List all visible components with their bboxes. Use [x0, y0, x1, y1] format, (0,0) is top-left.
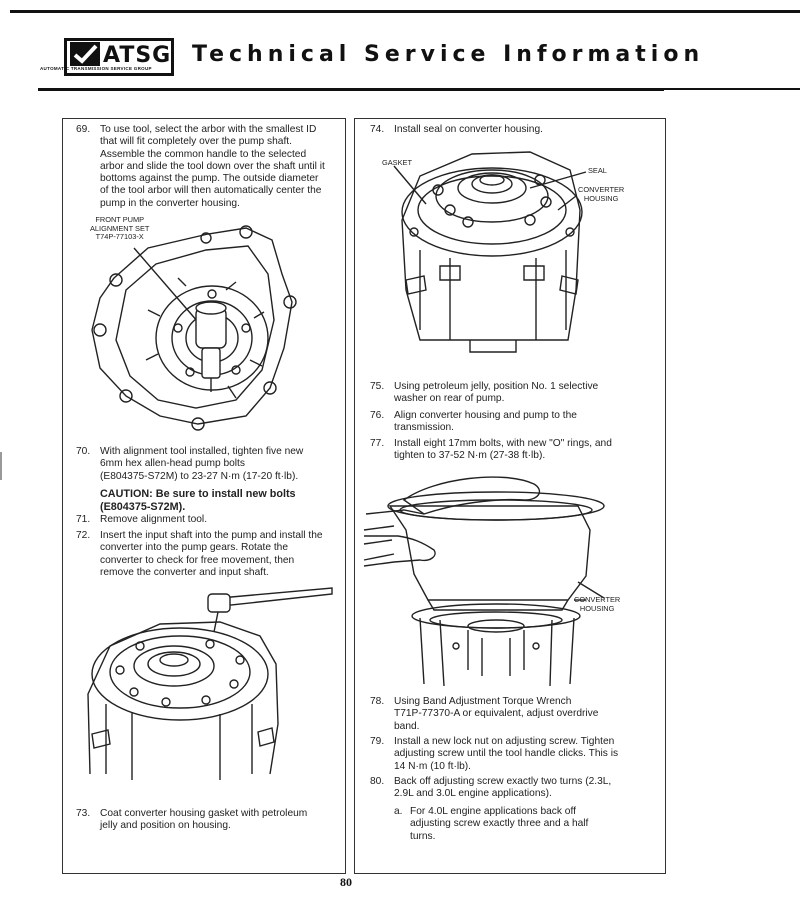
step-line: converter into the pump gears. Rotate the: [100, 542, 289, 554]
callout-line: CONVERTER: [574, 595, 621, 604]
page-number: 80: [340, 875, 352, 889]
step-line: remove the converter and input shaft.: [100, 566, 269, 578]
step-line: pump in the converter housing.: [100, 197, 240, 209]
step-line: transmission.: [394, 422, 455, 434]
scan-edge-mark: [0, 452, 2, 480]
step-line: 6mm hex allen-head pump bolts: [100, 458, 245, 470]
step-text: [100, 514, 207, 526]
step-line: that will fit completely over the pump shaft.: [100, 136, 292, 148]
step-number: 80.: [370, 776, 385, 787]
step-line: Coat converter housing gasket with petroleum: [100, 808, 308, 819]
step-line: Install a new lock nut on adjusting screw. Tighten: [394, 736, 615, 747]
step-text: [100, 530, 323, 579]
step-number: 69.: [76, 124, 91, 135]
step-text: [394, 410, 577, 435]
sub-step-label: a.: [394, 806, 403, 817]
logo-text: ATSG: [103, 43, 172, 68]
step-number: 71.: [76, 514, 91, 525]
step-line: adjusting screw until the tool handle clicks. This is: [394, 748, 619, 760]
callout-line: HOUSING: [583, 193, 619, 203]
step-text: [394, 438, 612, 463]
step-text: [394, 381, 598, 406]
step-line: bottoms against the pump. The outside diameter: [100, 173, 319, 185]
figure-pump-alignment-tool: [86, 220, 336, 440]
step-text: [394, 736, 618, 773]
sub-step-text: [410, 806, 588, 843]
gasket-callout: GASKET: [382, 158, 412, 167]
step-line: jelly and position on housing.: [100, 820, 231, 832]
step-line: Install eight 17mm bolts, with new "O" rings, and: [394, 438, 612, 449]
step-line: arbor and slide the tool down over the shaft until it: [100, 160, 325, 172]
callout-line: CONVERTER: [578, 185, 625, 194]
logo-arc-text: AUTOMATIC TRANSMISSION SERVICE GROUP: [40, 66, 152, 71]
step-line: washer on rear of pump.: [394, 393, 505, 405]
step-text: [100, 808, 307, 833]
checkmark-logo-icon: [70, 42, 100, 66]
step-line: With alignment tool installed, tighten five new: [100, 446, 304, 457]
step-line: Insert the input shaft into the pump and install the: [100, 530, 323, 541]
step-number: 74.: [370, 124, 385, 135]
step-line: band.: [394, 720, 420, 732]
caution-line: CAUTION: Be sure to install new bolts: [100, 487, 296, 500]
step-line: adjusting screw exactly three and a half: [410, 818, 589, 830]
step-line: (E804375-S72M) to 23-27 N·m (17-20 ft·lb).: [100, 470, 299, 482]
step-number: 76.: [370, 410, 385, 421]
step-number: 78.: [370, 696, 385, 707]
seal-callout: SEAL: [588, 166, 607, 175]
callout-line: T74P-77103-X: [95, 232, 144, 242]
callout-line: ALIGNMENT SET: [90, 223, 150, 233]
step-text: [394, 124, 543, 136]
figure-align-housing-transmission: [364, 470, 660, 690]
step-line: turns.: [410, 830, 436, 842]
header-rule-right: [664, 88, 800, 90]
step-text: [394, 776, 611, 801]
step-line: Back off adjusting screw exactly two turns (2.3L,: [394, 776, 612, 787]
figure-converter-input-shaft: [70, 584, 340, 794]
step-line: Align converter housing and pump to the: [394, 410, 577, 421]
caution-line: (E804375-S72M).: [100, 500, 186, 513]
step-line: 14 N·m (10 ft·lb).: [394, 760, 471, 772]
step-line: T71P-77370-A or equivalent, adjust overdrive: [394, 708, 599, 720]
step-line: Install seal on converter housing.: [394, 124, 543, 135]
step-number: 75.: [370, 381, 385, 392]
step-text: [394, 696, 598, 733]
callout-line: HOUSING: [579, 603, 615, 613]
callout-line: FRONT PUMP: [95, 215, 145, 224]
step-line: 2.9L and 3.0L engine applications).: [394, 788, 552, 800]
step-line: Using petroleum jelly, position No. 1 selective: [394, 381, 599, 392]
page-title: Technical Service Information: [192, 42, 705, 67]
step-line: Assemble the common handle to the selected: [100, 148, 307, 160]
step-line: converter to check for free movement, then: [100, 554, 295, 566]
figure-seal-converter-housing: [380, 140, 650, 366]
step-line: Using Band Adjustment Torque Wrench: [394, 696, 572, 707]
header-rule: [38, 88, 664, 91]
step-number: 77.: [370, 438, 385, 449]
step-line: For 4.0L engine applications back off: [410, 806, 576, 817]
top-border-rule: [10, 10, 800, 13]
step-number: 73.: [76, 808, 91, 819]
step-line: To use tool, select the arbor with the smallest ID: [100, 124, 317, 135]
step-line: tighten to 37-52 N·m (27-38 ft·lb).: [394, 450, 546, 462]
step-text: [100, 124, 325, 210]
step-line: of the tool arbor will then automatically center the: [100, 185, 322, 197]
step-line: Remove alignment tool.: [100, 514, 208, 525]
step-number: 79.: [370, 736, 385, 747]
step-number: 72.: [76, 530, 91, 541]
step-text: [100, 446, 303, 514]
step-number: 70.: [76, 446, 91, 457]
